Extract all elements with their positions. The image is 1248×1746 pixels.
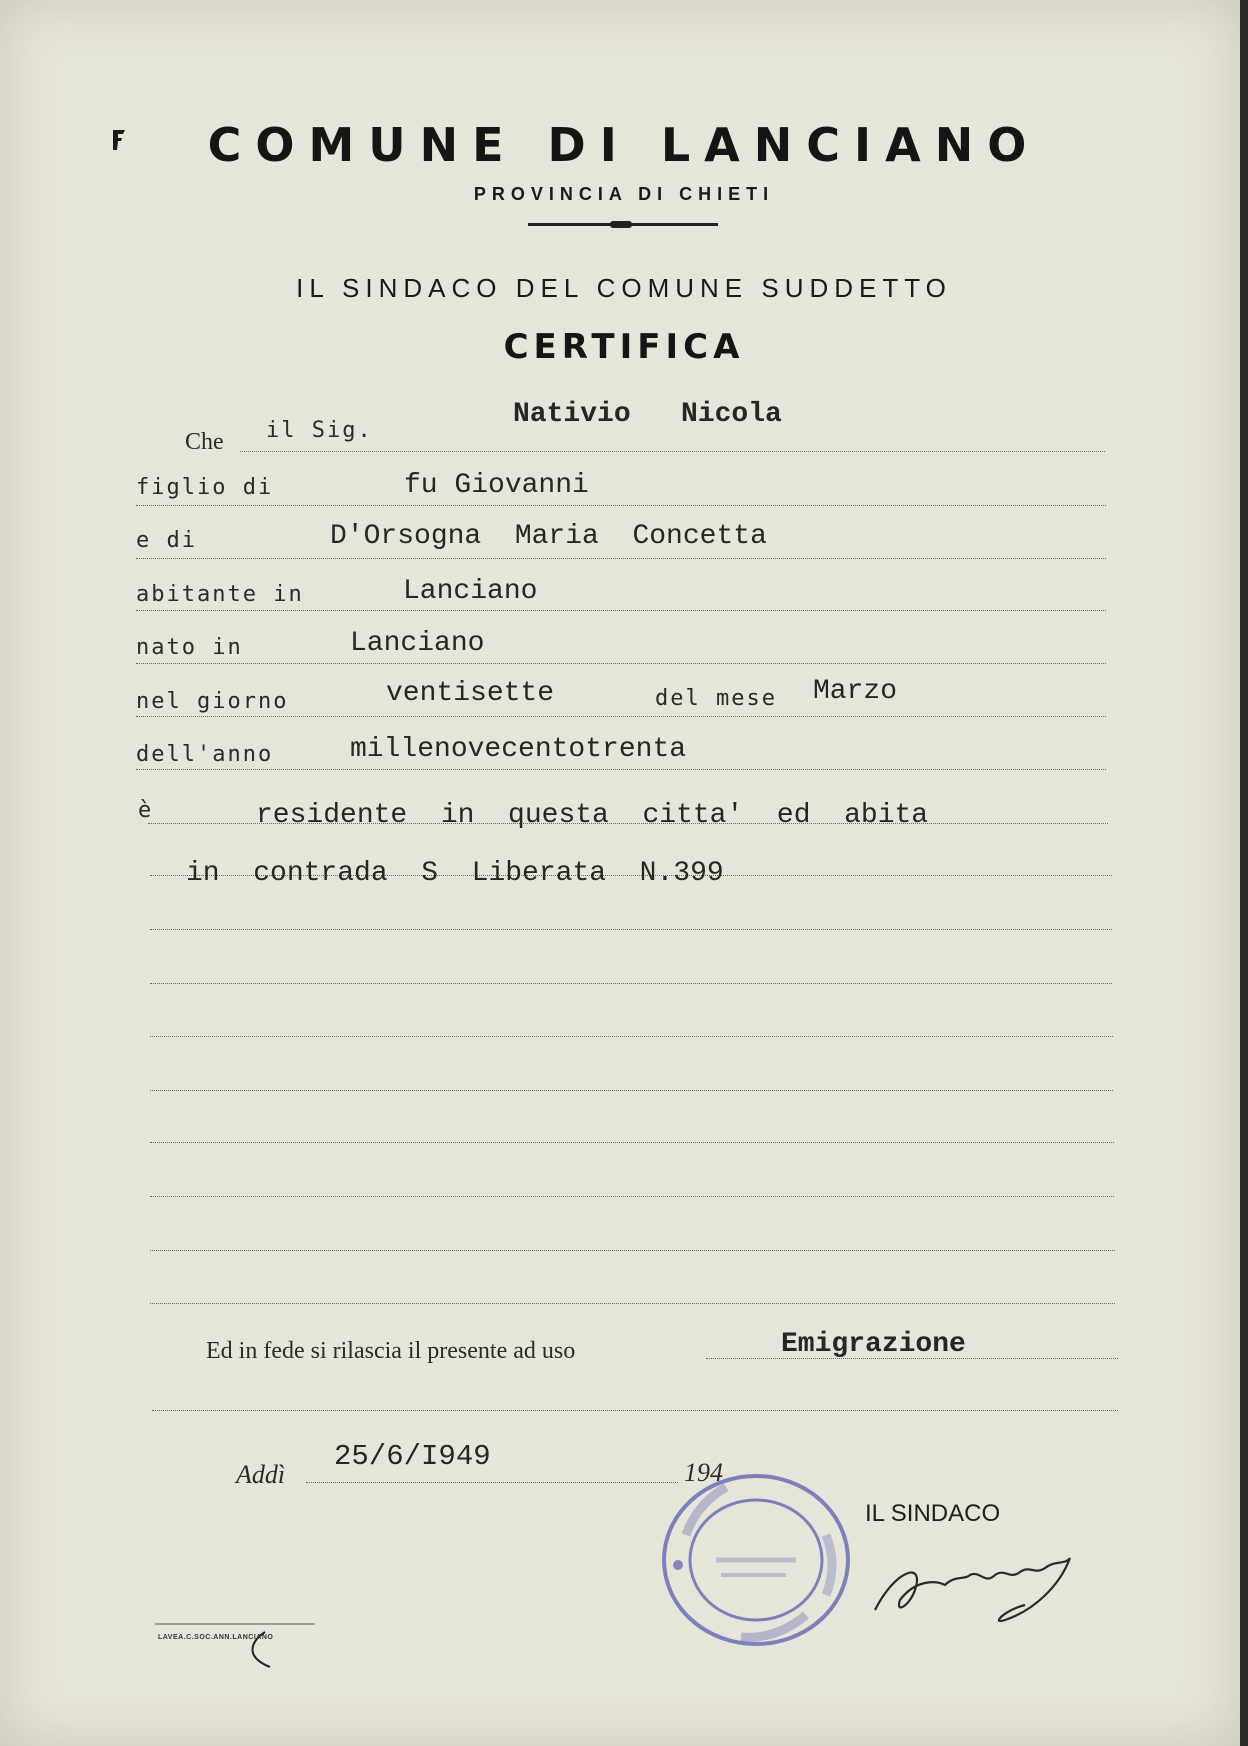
year-prefix: 194 [684,1458,723,1487]
divider-ornament [610,221,632,228]
mese-label: del mese [655,686,777,711]
blank-line [150,1303,1115,1304]
blank-line [150,929,1112,930]
blank-line [152,1410,1118,1411]
abitante-line [136,610,1106,611]
giorno-value: ventisette [386,678,555,709]
blank-line [150,1196,1114,1197]
sig-line [240,451,1105,452]
giorno-line [136,716,1106,717]
sig-label: il Sig. [266,418,373,443]
madre-value: D'Orsogna Maria Concetta [330,521,767,552]
authority-line: IL SINDACO DEL COMUNE SUDDETTO [296,273,952,303]
madre-line [136,558,1106,559]
blank-line [150,1036,1113,1037]
uso-value: Emigrazione [781,1329,966,1360]
printer-mark-icon [155,1612,315,1672]
official-stamp-icon [656,1465,866,1655]
nato-label: nato in [136,635,243,660]
date-line [306,1482,678,1483]
abitante-label: abitante in [136,582,304,607]
madre-label: e di [136,528,197,553]
che-label: Che [185,429,224,455]
residenza-value-1: residente in questa citta' ed abita [256,800,929,831]
blank-line [150,1250,1115,1251]
addi-label: Addì [236,1460,286,1489]
sindaco-label: IL SINDACO [865,1500,1001,1527]
blank-line [150,983,1112,984]
date-value: 25/6/I949 [334,1440,491,1473]
giorno-label: nel giorno [136,689,289,714]
scan-edge [1240,0,1248,1746]
province-subtitle: PROVINCIA DI CHIETI [473,184,775,204]
abitante-value: Lanciano [403,576,538,607]
nato-line [136,663,1106,664]
residenza-value-2: in contrada S Liberata N.399 [186,858,724,889]
printer-mark: LAVEA.C.SOC.ANN.LANCIANO [158,1634,274,1641]
figlio-label: figlio di [136,475,274,500]
mese-value: Marzo [813,676,898,707]
figlio-value: fu Giovanni [404,470,589,501]
blank-line [150,1142,1114,1143]
e-label: è [138,798,154,823]
mayor-signature-icon [855,1530,1115,1630]
figlio-line [136,505,1106,506]
anno-label: dell'anno [136,742,274,767]
nato-value: Lanciano [350,628,485,659]
anno-value: millenovecentotrenta [350,734,687,765]
certifica-heading: CERTIFICA [503,327,745,367]
anno-line [136,769,1106,770]
municipality-title: COMUNE DI LANCIANO [207,118,1041,172]
sig-value: Nativio Nicola [513,399,782,430]
blank-line [150,1090,1113,1091]
uso-label: Ed in fede si rilascia il presente ad uso [206,1338,576,1364]
